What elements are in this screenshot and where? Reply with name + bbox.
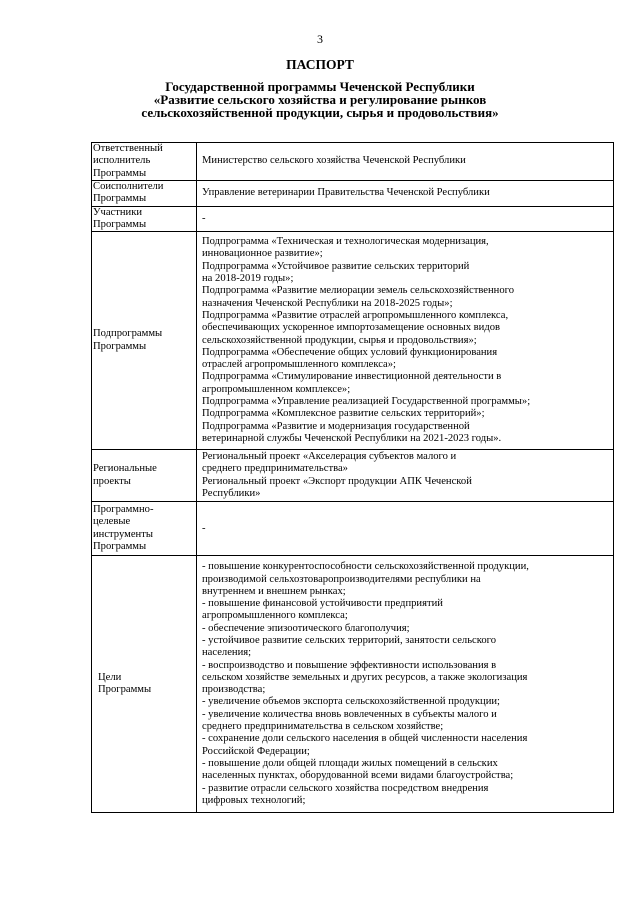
row-value-line: Министерство сельского хозяйства Чеченской Республики [202,155,466,167]
row-label-line: Ответственный [93,143,163,155]
row-value [197,556,614,813]
row-label [92,206,197,232]
row-value-line: - увеличение объемов экспорта сельскохозяйственной продукции; [202,696,500,708]
row-value [197,502,614,556]
row-value-line: обеспечивающих ускоренное импортозамещение основных видов [202,322,501,334]
row-value [197,143,614,181]
row-label-line: Программы [98,684,152,696]
row-value-line: Республики» [202,487,261,499]
row-value-line: ветеринарной службы Чеченской Республики на 2021-2023 годы». [202,432,502,444]
row-value-line: Подпрограмма «Развитие мелиорации земель сельскохозяйственного [202,285,514,297]
row-value-line: агропромышленном комплексе»; [202,383,351,395]
row-value-line: сельском хозяйстве земельных и других ресурсов, а также экологизация [202,671,528,683]
program-title-line: «Развитие сельского хозяйства и регулирование рынков [153,92,487,107]
row-label [92,556,197,813]
row-value-line: Региональный проект «Экспорт продукции АПК Чеченской [202,475,472,487]
row-label-line: исполнитель [93,155,151,167]
row-value-line: отраслей агропромышленного комплекса»; [202,359,396,371]
row-value-line: Подпрограмма «Комплексное развитие сельских территорий»; [202,408,485,420]
row-label-line: Программы [93,340,147,352]
program-title-line: Государственной программы Чеченской Республики [165,79,475,94]
page-number: 3 [317,32,323,46]
row-value-line: - развитие отрасли сельского хозяйства посредством внедрения [202,782,489,794]
row-value-line: среднего предпринимательства в сельском хозяйстве; [202,721,444,733]
row-value-line: на 2018-2019 годы»; [202,273,294,285]
passport-title: ПАСПОРТ [286,57,354,72]
row-label-line: Региональные [93,463,157,475]
row-value-line: производства; [202,684,266,696]
row-value-line: населения; [202,647,252,659]
row-value-line: - повышение доли общей площади жилых помещений в сельских [202,757,498,769]
row-label-line: проекты [93,475,131,487]
goals-row [92,556,614,813]
row-value-line: инновационное развитие»; [202,248,323,260]
row-value-line: агропромышленного комплекса; [202,610,348,622]
row-value [197,206,614,232]
row-value-line: назначения Чеченской Республики на 2018-2025 годы»; [202,297,453,309]
row-label-line: Подпрограммы [93,328,163,340]
co-executors-row [92,181,614,207]
row-label [92,502,197,556]
row-label-line: Участники [93,206,143,218]
row-value-line: Управление ветеринарии Правительства Чеченской Республики [202,187,490,199]
row-value-line: Российской Федерации; [202,745,310,757]
target-instruments-row [92,502,614,556]
row-label [92,232,197,450]
row-label-line: Программы [93,167,147,179]
row-label-line: целевые [93,516,131,528]
responsible-executor-row [92,143,614,181]
row-value-line: - обеспечение эпизоотического благополучия; [202,622,410,634]
row-value-line: Региональный проект «Акселерация субъектов малого и [202,451,457,463]
row-value-line: Подпрограмма «Управление реализацией Государственной программы»; [202,396,531,408]
row-value-line: производимой сельхозтоваропроизводителями республики на [202,573,481,585]
row-label-line: Соисполнители [93,181,164,192]
row-label-line: Цели [98,671,122,683]
row-value-line: сельскохозяйственной продукции, сырья и продовольствия»; [202,334,477,346]
row-value-line: Подпрограмма «Техническая и технологическая модернизация, [202,236,489,248]
row-value-line: населенных пунктах, оборудованной всеми видами благоустройства; [202,770,514,782]
row-label [92,143,197,181]
row-label-line: Программы [93,540,147,552]
row-value-line: - увеличение количества вновь вовлеченных в субъекты малого и [202,708,497,720]
row-value-line: - повышение конкурентоспособности сельскохозяйственной продукции, [202,561,529,573]
passport-table [91,142,614,813]
row-value-line: внутреннем и внешнем рынках; [202,585,346,597]
row-value-line: - [202,522,206,534]
subprograms-row [92,232,614,450]
row-value-line: - воспроизводство и повышение эффективности использования в [202,659,497,671]
regional-projects-row [92,450,614,502]
participants-row [92,206,614,232]
row-value-line: Подпрограмма «Развитие отраслей агропромышленного комплекса, [202,309,509,321]
program-title-line: сельскохозяйственной продукции, сырья и продовольствия» [141,105,499,120]
row-value-line: цифровых технологий; [202,794,306,806]
row-value-line: Подпрограмма «Развитие и модернизация государственной [202,420,470,432]
row-value-line: Подпрограмма «Стимулирование инвестиционной деятельности в [202,371,502,383]
row-value [197,450,614,502]
row-value-line: - устойчивое развитие сельских территорий, занятости сельского [202,635,497,646]
row-value-line: Подпрограмма «Устойчивое развитие сельских территорий [202,260,470,272]
row-label-line: Программы [93,218,147,230]
row-label [92,450,197,502]
row-label-line: Программы [93,193,147,205]
row-value-line: - повышение финансовой устойчивости предприятий [202,598,443,610]
row-value-line: Подпрограмма «Обеспечение общих условий функционирования [202,346,498,358]
row-value [197,181,614,207]
row-label-line: инструменты [93,528,153,540]
row-value-line: - сохранение доли сельского населения в общей численности населения [202,733,528,745]
row-value-line: среднего предпринимательства» [202,463,348,475]
row-label-line: Программно- [93,504,154,516]
row-value-line: - [202,212,206,224]
document-heading [0,58,640,119]
row-value [197,232,614,450]
row-label [92,181,197,207]
